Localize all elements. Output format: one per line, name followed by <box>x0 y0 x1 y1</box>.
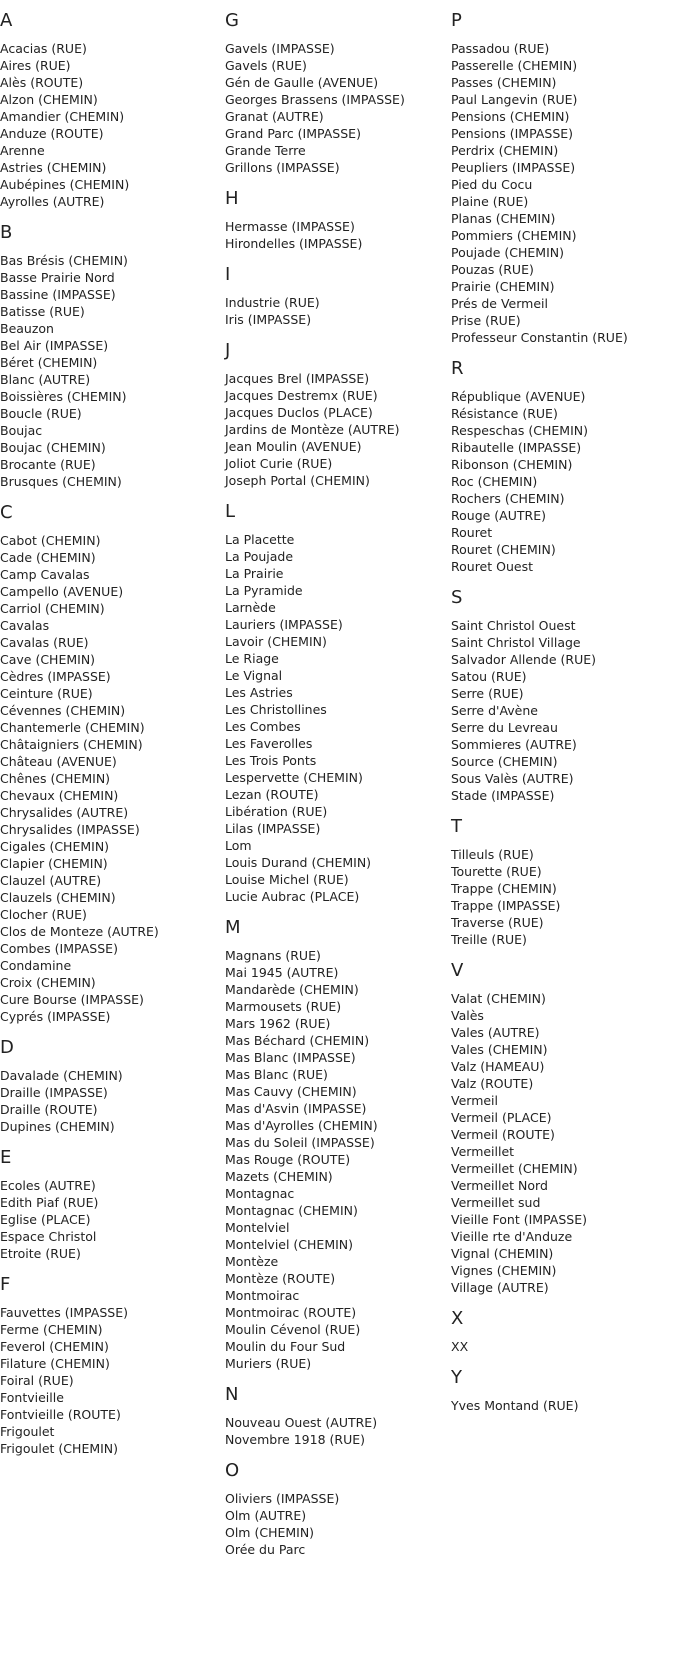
street-name: Montmoirac <box>225 1288 300 1303</box>
street-name: Davalade (CHEMIN) <box>0 1068 123 1083</box>
street-name: Trappe (CHEMIN) <box>451 881 557 896</box>
street-list <box>225 218 445 252</box>
street-name: Moulin du Four Sud <box>225 1339 346 1354</box>
street-name: Mars 1962 (RUE) <box>225 1016 331 1031</box>
street-name: Clapier (CHEMIN) <box>0 856 108 871</box>
street-name: Poujade (CHEMIN) <box>451 245 564 260</box>
street-name: Iris (IMPASSE) <box>225 312 312 327</box>
letter-section-n <box>225 1384 445 1448</box>
street-name: Oliviers (IMPASSE) <box>225 1491 340 1506</box>
street-name: Valès <box>451 1008 484 1023</box>
street-name: Ferme (CHEMIN) <box>0 1322 103 1337</box>
letter-heading: I <box>225 264 231 285</box>
letter-section-f <box>0 1274 220 1457</box>
street-name: Rouge (AUTRE) <box>451 508 546 523</box>
street-name: Yves Montand (RUE) <box>451 1398 579 1413</box>
street-name: Frigoulet <box>0 1424 55 1439</box>
street-name: Espace Christol <box>0 1229 97 1244</box>
street-name: Pensions (IMPASSE) <box>451 126 574 141</box>
street-name: Perdrix (CHEMIN) <box>451 143 559 158</box>
street-name: Mas Béchard (CHEMIN) <box>225 1033 370 1048</box>
street-name: Chrysalides (AUTRE) <box>0 805 129 820</box>
street-name: Boujac <box>0 423 43 438</box>
street-name: Mas d'Ayrolles (CHEMIN) <box>225 1118 378 1133</box>
street-index-column <box>451 6 671 1426</box>
street-name: Montèze <box>225 1254 279 1269</box>
letter-section-m <box>225 917 445 1372</box>
letter-section-l <box>225 501 445 905</box>
street-name: Granat (AUTRE) <box>225 109 324 124</box>
letter-heading: D <box>0 1037 14 1058</box>
street-name: Ribonson (CHEMIN) <box>451 457 573 472</box>
street-name: Beauzon <box>0 321 54 336</box>
street-name: Gén de Gaulle (AVENUE) <box>225 75 379 90</box>
street-index-column <box>0 6 220 1469</box>
street-name: Alès (ROUTE) <box>0 75 84 90</box>
letter-heading: S <box>451 587 463 608</box>
street-name: Clos de Monteze (AUTRE) <box>0 924 159 939</box>
street-name: Les Astries <box>225 685 293 700</box>
street-name: Béret (CHEMIN) <box>0 355 98 370</box>
street-name: Amandier (CHEMIN) <box>0 109 125 124</box>
street-name: Larnède <box>225 600 276 615</box>
street-name: La Pyramide <box>225 583 303 598</box>
street-list <box>225 531 445 905</box>
letter-heading: E <box>0 1147 12 1168</box>
street-name: Rouret <box>451 525 493 540</box>
street-name: Montagnac (CHEMIN) <box>225 1203 358 1218</box>
street-name: Respeschas (CHEMIN) <box>451 423 589 438</box>
street-name: Bassine (IMPASSE) <box>0 287 116 302</box>
letter-heading: N <box>225 1384 239 1405</box>
street-name: Cavalas <box>0 618 50 633</box>
street-name: Jardins de Montèze (AUTRE) <box>225 422 400 437</box>
street-name: Gavels (RUE) <box>225 58 307 73</box>
street-name: Le Riage <box>225 651 279 666</box>
letter-heading: Y <box>451 1367 462 1388</box>
street-name: Pouzas (RUE) <box>451 262 534 277</box>
street-name: La Poujade <box>225 549 294 564</box>
street-name: Cade (CHEMIN) <box>0 550 96 565</box>
street-name: Salvador Allende (RUE) <box>451 652 597 667</box>
street-name: Montelviel (CHEMIN) <box>225 1237 354 1252</box>
street-name: Montelviel <box>225 1220 290 1235</box>
street-name: Mas du Soleil (IMPASSE) <box>225 1135 375 1150</box>
street-name: Stade (IMPASSE) <box>451 788 555 803</box>
street-name: Frigoulet (CHEMIN) <box>0 1441 119 1456</box>
street-name: République (AVENUE) <box>451 389 586 404</box>
street-name: Clauzel (AUTRE) <box>0 873 102 888</box>
street-name: Ribautelle (IMPASSE) <box>451 440 582 455</box>
street-list <box>225 1490 445 1558</box>
street-name: Louise Michel (RUE) <box>225 872 349 887</box>
letter-section-s <box>451 587 671 804</box>
letter-heading: O <box>225 1460 240 1481</box>
street-name: Valat (CHEMIN) <box>451 991 546 1006</box>
street-name: Lilas (IMPASSE) <box>225 821 321 836</box>
letter-heading: L <box>225 501 236 522</box>
street-name: Dupines (CHEMIN) <box>0 1119 115 1134</box>
letter-heading: J <box>225 340 231 361</box>
letter-section-a <box>0 10 220 210</box>
letter-section-d <box>0 1037 220 1135</box>
street-name: Chevaux (CHEMIN) <box>0 788 119 803</box>
street-name: Chênes (CHEMIN) <box>0 771 111 786</box>
street-name: Mandarède (CHEMIN) <box>225 982 359 997</box>
street-name: Pommiers (CHEMIN) <box>451 228 577 243</box>
street-name: Fontvieille <box>0 1390 64 1405</box>
street-name: Combes (IMPASSE) <box>0 941 118 956</box>
street-name: Filature (CHEMIN) <box>0 1356 110 1371</box>
street-list <box>0 40 220 210</box>
street-name: Alzon (CHEMIN) <box>0 92 98 107</box>
street-name: Vermeillet (CHEMIN) <box>451 1161 578 1176</box>
letter-heading: H <box>225 188 239 209</box>
street-name: Valz (ROUTE) <box>451 1076 534 1091</box>
street-index-column <box>225 6 445 1570</box>
street-name: Vermeillet sud <box>451 1195 541 1210</box>
street-name: Joliot Curie (RUE) <box>225 456 333 471</box>
street-list <box>0 1177 220 1262</box>
street-name: Lespervette (CHEMIN) <box>225 770 363 785</box>
street-name: Passes (CHEMIN) <box>451 75 557 90</box>
street-name: Vieille rte d'Anduze <box>451 1229 573 1244</box>
street-name: Vignal (CHEMIN) <box>451 1246 554 1261</box>
street-name: XX <box>451 1339 469 1354</box>
street-name: Serre du Levreau <box>451 720 558 735</box>
street-name: Cabot (CHEMIN) <box>0 533 101 548</box>
street-list <box>451 1397 671 1414</box>
street-list <box>225 294 445 328</box>
street-name: Rochers (CHEMIN) <box>451 491 565 506</box>
street-name: Vales (AUTRE) <box>451 1025 540 1040</box>
street-name: Mas d'Asvin (IMPASSE) <box>225 1101 367 1116</box>
letter-section-i <box>225 264 445 328</box>
letter-section-y <box>451 1367 671 1414</box>
street-name: Chrysalides (IMPASSE) <box>0 822 140 837</box>
street-name: Tilleuls (RUE) <box>451 847 534 862</box>
street-name: Vermeil <box>451 1093 499 1108</box>
street-name: Condamine <box>0 958 72 973</box>
street-name: Roc (CHEMIN) <box>451 474 538 489</box>
street-name: Vignes (CHEMIN) <box>451 1263 557 1278</box>
street-name: Les Faverolles <box>225 736 313 751</box>
street-name: Acacias (RUE) <box>0 41 87 56</box>
street-name: Rouret Ouest <box>451 559 533 574</box>
letter-heading: M <box>225 917 241 938</box>
letter-section-x <box>451 1308 671 1355</box>
street-name: Magnans (RUE) <box>225 948 321 963</box>
letter-section-e <box>0 1147 220 1262</box>
street-name: Chantemerle (CHEMIN) <box>0 720 145 735</box>
street-name: Marmousets (RUE) <box>225 999 342 1014</box>
street-name: Arenne <box>0 143 45 158</box>
street-name: Basse Prairie Nord <box>0 270 115 285</box>
street-name: Lom <box>225 838 252 853</box>
street-list <box>451 990 671 1296</box>
street-name: Boissières (CHEMIN) <box>0 389 127 404</box>
street-name: Brocante (RUE) <box>0 457 96 472</box>
street-name: Mai 1945 (AUTRE) <box>225 965 339 980</box>
street-name: Montèze (ROUTE) <box>225 1271 336 1286</box>
street-name: Astries (CHEMIN) <box>0 160 107 175</box>
street-name: Batisse (RUE) <box>0 304 85 319</box>
letter-heading: F <box>0 1274 11 1295</box>
street-name: Moulin Cévenol (RUE) <box>225 1322 361 1337</box>
street-name: Carriol (CHEMIN) <box>0 601 105 616</box>
street-name: Montagnac <box>225 1186 295 1201</box>
street-name: Industrie (RUE) <box>225 295 320 310</box>
street-name: Professeur Constantin (RUE) <box>451 330 628 345</box>
street-name: Cévennes (CHEMIN) <box>0 703 126 718</box>
street-name: Château (AVENUE) <box>0 754 117 769</box>
street-name: Edith Piaf (RUE) <box>0 1195 99 1210</box>
street-name: Rouret (CHEMIN) <box>451 542 556 557</box>
letter-heading: C <box>0 502 13 523</box>
street-name: Valz (HAMEAU) <box>451 1059 545 1074</box>
street-name: Sous Valès (AUTRE) <box>451 771 574 786</box>
street-name: Nouveau Ouest (AUTRE) <box>225 1415 378 1430</box>
street-name: Mas Cauvy (CHEMIN) <box>225 1084 357 1099</box>
street-name: Boujac (CHEMIN) <box>0 440 106 455</box>
street-name: Clocher (RUE) <box>0 907 87 922</box>
street-name: Grande Terre <box>225 143 306 158</box>
street-name: Grand Parc (IMPASSE) <box>225 126 361 141</box>
letter-section-r <box>451 358 671 575</box>
letter-section-b <box>0 222 220 490</box>
street-name: Olm (CHEMIN) <box>225 1525 315 1540</box>
street-name: Prairie (CHEMIN) <box>451 279 555 294</box>
street-name: Lucie Aubrac (PLACE) <box>225 889 360 904</box>
street-name: Vermeil (PLACE) <box>451 1110 552 1125</box>
street-name: Prés de Vermeil <box>451 296 548 311</box>
street-name: Prise (RUE) <box>451 313 521 328</box>
street-name: Hirondelles (IMPASSE) <box>225 236 363 251</box>
street-name: Fauvettes (IMPASSE) <box>0 1305 128 1320</box>
street-name: Le Vignal <box>225 668 283 683</box>
street-name: Mas Rouge (ROUTE) <box>225 1152 351 1167</box>
street-name: Fontvieille (ROUTE) <box>0 1407 121 1422</box>
street-list <box>0 532 220 1025</box>
street-list <box>451 846 671 948</box>
street-name: Louis Durand (CHEMIN) <box>225 855 372 870</box>
street-name: Pied du Cocu <box>451 177 533 192</box>
street-name: Orée du Parc <box>225 1542 306 1557</box>
street-name: Ayrolles (AUTRE) <box>0 194 105 209</box>
letter-section-c <box>0 502 220 1025</box>
street-name: Jacques Brel (IMPASSE) <box>225 371 370 386</box>
street-name: Cigales (CHEMIN) <box>0 839 110 854</box>
street-name: Vermeillet Nord <box>451 1178 548 1193</box>
street-list <box>0 1067 220 1135</box>
street-list <box>225 1414 445 1448</box>
street-name: Résistance (RUE) <box>451 406 558 421</box>
street-name: Jean Moulin (AVENUE) <box>225 439 362 454</box>
street-name: Ceinture (RUE) <box>0 686 93 701</box>
street-name: Anduze (ROUTE) <box>0 126 104 141</box>
street-name: Vieille Font (IMPASSE) <box>451 1212 587 1227</box>
street-name: Cave (CHEMIN) <box>0 652 96 667</box>
street-name: Treille (RUE) <box>451 932 527 947</box>
letter-heading: G <box>225 10 239 31</box>
street-name: Passerelle (CHEMIN) <box>451 58 578 73</box>
street-name: Saint Christol Village <box>451 635 581 650</box>
street-list <box>225 370 445 489</box>
street-name: Lezan (ROUTE) <box>225 787 319 802</box>
street-name: Plaine (RUE) <box>451 194 529 209</box>
street-name: Serre (RUE) <box>451 686 524 701</box>
street-name: Cavalas (RUE) <box>0 635 89 650</box>
street-name: Campello (AVENUE) <box>0 584 124 599</box>
letter-section-v <box>451 960 671 1296</box>
street-name: Boucle (RUE) <box>0 406 82 421</box>
street-name: Hermasse (IMPASSE) <box>225 219 355 234</box>
letter-section-t <box>451 816 671 948</box>
street-name: La Prairie <box>225 566 284 581</box>
street-name: Feverol (CHEMIN) <box>0 1339 109 1354</box>
street-name: Sommieres (AUTRE) <box>451 737 577 752</box>
street-name: Passadou (RUE) <box>451 41 550 56</box>
street-name: Foiral (RUE) <box>0 1373 74 1388</box>
letter-section-g <box>225 10 445 176</box>
street-list <box>225 947 445 1372</box>
street-list <box>451 388 671 575</box>
street-list <box>0 252 220 490</box>
street-name: Les Trois Ponts <box>225 753 317 768</box>
street-name: Joseph Portal (CHEMIN) <box>225 473 370 488</box>
letter-section-h <box>225 188 445 252</box>
street-name: Libération (RUE) <box>225 804 328 819</box>
street-name: Etroite (RUE) <box>0 1246 81 1261</box>
street-name: Vermeil (ROUTE) <box>451 1127 555 1142</box>
street-name: Mas Blanc (RUE) <box>225 1067 328 1082</box>
street-name: Ecoles (AUTRE) <box>0 1178 96 1193</box>
street-name: Brusques (CHEMIN) <box>0 474 122 489</box>
street-name: Mas Blanc (IMPASSE) <box>225 1050 356 1065</box>
street-name: Draille (IMPASSE) <box>0 1085 108 1100</box>
letter-heading: T <box>451 816 462 837</box>
street-name: Satou (RUE) <box>451 669 527 684</box>
street-name: Vermeillet <box>451 1144 515 1159</box>
street-name: Clauzels (CHEMIN) <box>0 890 116 905</box>
street-name: Muriers (RUE) <box>225 1356 312 1371</box>
street-name: Olm (AUTRE) <box>225 1508 307 1523</box>
street-name: Cèdres (IMPASSE) <box>0 669 111 684</box>
street-name: Camp Cavalas <box>0 567 90 582</box>
street-name: Pensions (CHEMIN) <box>451 109 570 124</box>
street-list <box>225 40 445 176</box>
street-name: Montmoirac (ROUTE) <box>225 1305 357 1320</box>
street-name: Jacques Destremx (RUE) <box>225 388 378 403</box>
street-name: Paul Langevin (RUE) <box>451 92 578 107</box>
street-name: Georges Brassens (IMPASSE) <box>225 92 405 107</box>
letter-heading: R <box>451 358 464 379</box>
street-name: Traverse (RUE) <box>451 915 544 930</box>
street-name: Eglise (PLACE) <box>0 1212 91 1227</box>
street-name: Cyprés (IMPASSE) <box>0 1009 111 1024</box>
street-name: Source (CHEMIN) <box>451 754 558 769</box>
letter-section-j <box>225 340 445 489</box>
street-name: Tourette (RUE) <box>451 864 542 879</box>
street-list <box>451 40 671 346</box>
street-name: Gavels (IMPASSE) <box>225 41 335 56</box>
street-list <box>451 1338 671 1355</box>
street-name: Mazets (CHEMIN) <box>225 1169 333 1184</box>
street-list <box>451 617 671 804</box>
street-name: Châtaigniers (CHEMIN) <box>0 737 143 752</box>
street-name: Bel Air (IMPASSE) <box>0 338 109 353</box>
letter-heading: X <box>451 1308 464 1329</box>
letter-heading: V <box>451 960 464 981</box>
street-name: Saint Christol Ouest <box>451 618 576 633</box>
street-name: Village (AUTRE) <box>451 1280 549 1295</box>
street-list <box>0 1304 220 1457</box>
street-name: Draille (ROUTE) <box>0 1102 98 1117</box>
street-name: Planas (CHEMIN) <box>451 211 556 226</box>
street-name: La Placette <box>225 532 295 547</box>
street-name: Croix (CHEMIN) <box>0 975 96 990</box>
street-name: Lauriers (IMPASSE) <box>225 617 343 632</box>
street-name: Trappe (IMPASSE) <box>451 898 561 913</box>
street-name: Peupliers (IMPASSE) <box>451 160 576 175</box>
street-name: Blanc (AUTRE) <box>0 372 91 387</box>
letter-heading: B <box>0 222 13 243</box>
street-name: Grillons (IMPASSE) <box>225 160 340 175</box>
street-name: Les Combes <box>225 719 301 734</box>
street-name: Vales (CHEMIN) <box>451 1042 548 1057</box>
letter-heading: P <box>451 10 462 31</box>
street-name: Lavoir (CHEMIN) <box>225 634 327 649</box>
street-name: Jacques Duclos (PLACE) <box>225 405 373 420</box>
street-name: Serre d'Avène <box>451 703 538 718</box>
street-name: Les Christollines <box>225 702 327 717</box>
street-name: Aubépines (CHEMIN) <box>0 177 130 192</box>
street-name: Bas Brésis (CHEMIN) <box>0 253 128 268</box>
street-name: Novembre 1918 (RUE) <box>225 1432 365 1447</box>
street-name: Cure Bourse (IMPASSE) <box>0 992 144 1007</box>
letter-section-o <box>225 1460 445 1558</box>
letter-section-p <box>451 10 671 346</box>
letter-heading: A <box>0 10 13 31</box>
street-name: Aires (RUE) <box>0 58 71 73</box>
